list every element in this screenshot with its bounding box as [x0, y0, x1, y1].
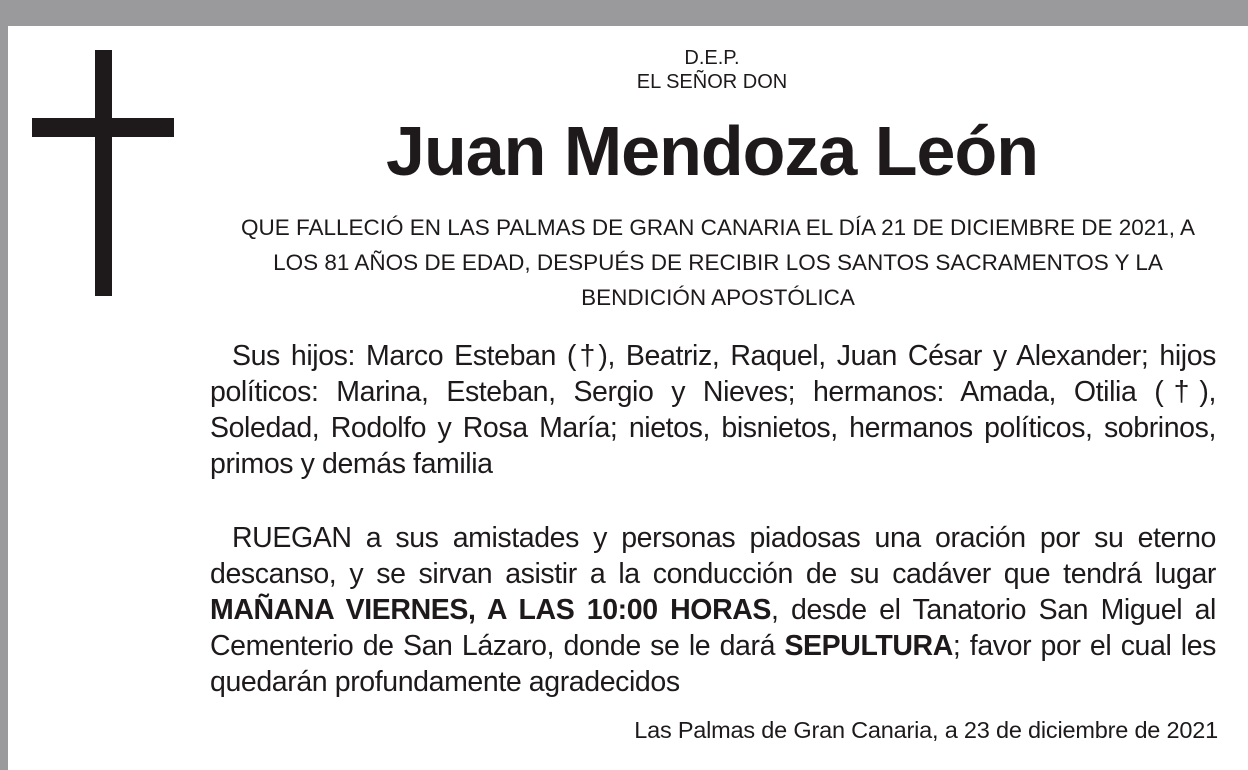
title-prefix: EL SEÑOR DON — [636, 71, 788, 93]
cross-vertical-bar — [95, 50, 112, 296]
header — [212, 46, 1212, 94]
deceased-name: Juan Mendoza León — [386, 112, 1038, 190]
dep-abbreviation: D.E.P. — [684, 47, 740, 69]
request-paragraph — [210, 520, 1216, 700]
place-and-date: Las Palmas de Gran Canaria, a 23 de diciembre de 2021 — [634, 717, 1218, 743]
burial-word: SEPULTURA — [784, 630, 953, 662]
family-paragraph — [210, 338, 1216, 482]
service-time: MAÑANA VIERNES, A LAS 10:00 HORAS — [210, 594, 772, 626]
cross-horizontal-bar — [32, 118, 174, 137]
obituary-card — [8, 26, 1248, 770]
request-text-2: , desde el Tanatorio San Miguel al Cementerio de San Lázaro, donde se le dará — [210, 594, 1216, 662]
request-text-1: RUEGAN a sus amistades y personas piadosas una oración por su eterno descanso, y se sirvan asistir a la conducción de su cadáver que tendrá lugar — [210, 522, 1216, 590]
family-text: Sus hijos: Marco Esteban (†), Beatriz, Raquel, Juan César y Alexander; hijos políticos: Marina, Esteban, Sergio y Nieves; hermanos: Amada, Otilia (†), Soledad, Rodolfo y Rosa María; nietos, bisnietos, hermanos políticos, sobrinos, primos y demás familia — [210, 340, 1216, 480]
request-text-3: ; favor por el cual les quedarán profundamente agradecidos — [210, 630, 1216, 698]
death-notice-intro: QUE FALLECIÓ EN LAS PALMAS DE GRAN CANARIA EL DÍA 21 DE DICIEMBRE DE 2021, A LOS 81 AÑOS DE EDAD, DESPUÉS DE RECIBIR LOS SANTOS SACRAMENTOS Y LA BENDICIÓN APOSTÓLICA — [240, 215, 1196, 310]
